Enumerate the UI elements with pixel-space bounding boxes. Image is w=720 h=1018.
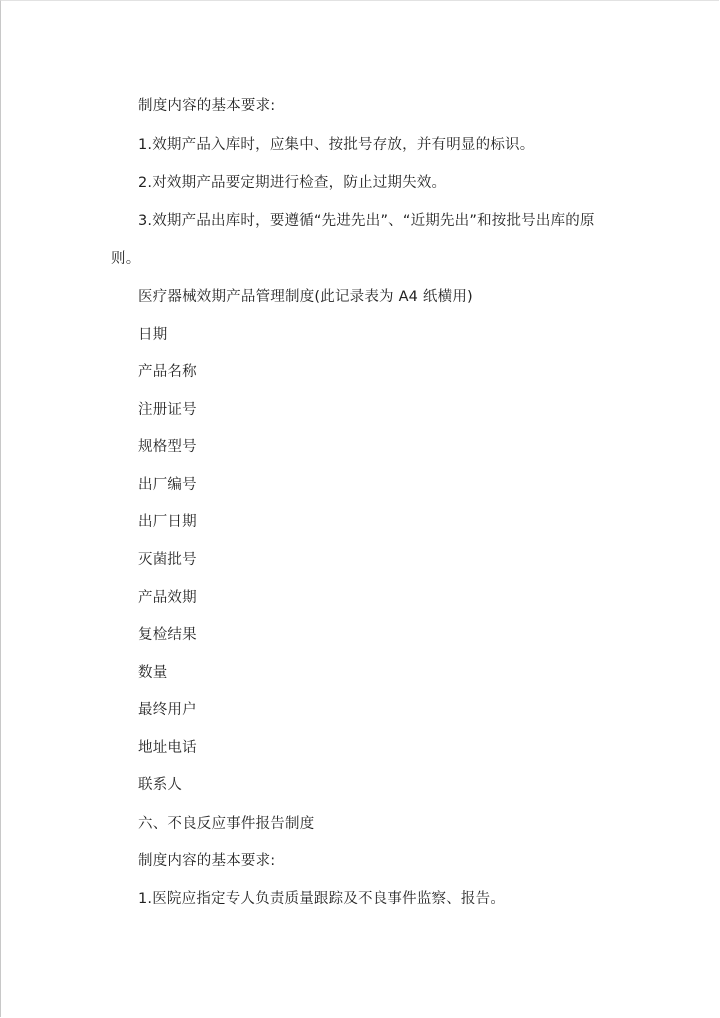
paragraph-requirements-heading-2: 制度内容的基本要求: <box>138 853 276 869</box>
field-label-manufacture-date: 出厂日期 <box>138 514 197 530</box>
paragraph-adverse-rule-1: 1.医院应指定专人负责质量跟踪及不良事件监察、报告。 <box>138 891 506 907</box>
paragraph-rule-1: 1.效期产品入库时，应集中、按批号存放，并有明显的标识。 <box>138 137 535 153</box>
field-label-spec-model: 规格型号 <box>138 439 197 455</box>
paragraph-rule-2: 2.对效期产品要定期进行检查，防止过期失效。 <box>138 175 447 191</box>
paragraph-rule-3: 3.效期产品出库时，要遵循“先进先出”、“近期先出”和按批号出库的原 <box>138 213 595 229</box>
field-label-sterilization-lot: 灭菌批号 <box>138 552 197 568</box>
field-label-product-name: 产品名称 <box>138 364 197 380</box>
field-label-contact: 联系人 <box>138 777 183 793</box>
field-label-serial-no: 出厂编号 <box>138 477 197 493</box>
field-label-address-phone: 地址电话 <box>138 740 197 756</box>
paragraph-requirements-heading: 制度内容的基本要求: <box>138 98 276 114</box>
field-label-recheck-result: 复检结果 <box>138 627 197 643</box>
paragraph-rule-3-continued: 则。 <box>111 251 141 267</box>
record-table-title: 医疗器械效期产品管理制度(此记录表为 A4 纸横用) <box>138 289 473 305</box>
field-label-quantity: 数量 <box>138 665 168 681</box>
field-label-registration-no: 注册证号 <box>138 402 197 418</box>
field-label-date: 日期 <box>138 327 168 343</box>
section-heading-adverse-events: 六、不良反应事件报告制度 <box>138 816 315 832</box>
field-label-expiry: 产品效期 <box>138 590 197 606</box>
field-label-end-user: 最终用户 <box>138 702 197 718</box>
